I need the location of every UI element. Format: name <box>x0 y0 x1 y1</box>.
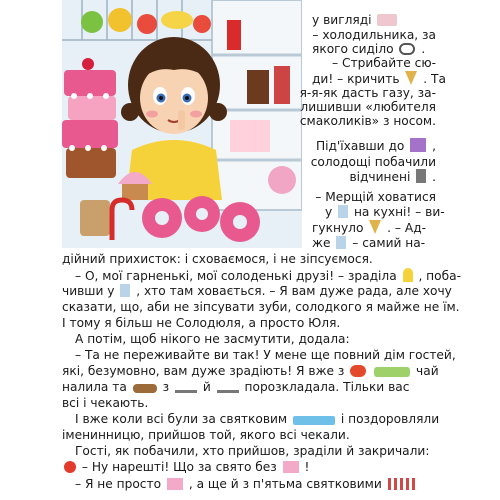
apple-icon <box>64 461 76 473</box>
text-line: солодощі побачили <box>310 155 436 169</box>
text-line: всі і чекають. <box>62 396 149 410</box>
text-line: Під'їхавши до , <box>315 139 436 153</box>
text-line: гукнуло . – Ад- <box>312 221 427 235</box>
text-line: які, безумовно, вам дуже зрадіють! Я вже з чай <box>62 364 439 378</box>
ice-cream-icon <box>369 220 381 234</box>
cup-icon <box>336 236 346 249</box>
text-line: – Стрибайте сю- <box>332 56 436 70</box>
text-line: – Я не просто , а ще й з п'ятьма святковими <box>75 477 420 491</box>
text-line: – Ну нарешті! Що за свято без ! <box>62 460 309 474</box>
candles-icon <box>388 478 418 490</box>
text-line: у вигляді <box>312 13 399 27</box>
illustration-girl-at-fridge <box>62 0 302 248</box>
text-line: А потім, щоб нікого не засмутити, додала: <box>75 332 350 346</box>
text-line: лишивши «любителя <box>300 100 436 114</box>
cup-icon <box>338 205 348 218</box>
text-line: – Мерщій ховатися <box>315 190 436 204</box>
text-line: відчинені . <box>349 170 436 184</box>
table-icon <box>293 416 335 425</box>
cake-icon <box>283 461 299 473</box>
fridge-icon <box>416 169 426 183</box>
text-line: Гості, як побачили, хто прийшов, зраділи й закричали: <box>75 444 430 458</box>
text-line: у на кухні! – ви- <box>325 205 445 219</box>
text-line: же – самий на- <box>312 236 426 250</box>
text-line: сказати, що, аби не зіпсувати зуби, солодкого я майже не їм. <box>62 300 460 314</box>
girl-icon <box>403 268 413 282</box>
text-line: чивши у , хто там ховається. – Я вам дуже рада, але хочу <box>62 284 452 298</box>
car-icon <box>377 14 397 26</box>
text-line: я-я-як дасть газу, за- <box>299 86 436 100</box>
illustration-svg <box>62 0 302 248</box>
fork-icon <box>175 390 197 393</box>
text-line: І вже коли всі були за святковим і поздоровляли <box>75 412 440 426</box>
text-line: налила та з й порозкладала. Тільки вас <box>62 380 410 394</box>
text-line: іменинницю, прийшов той, якого всі чекали. <box>62 428 350 442</box>
text-line: якого сиділо . <box>312 42 426 56</box>
text-line: смаколиків» з носом. <box>299 114 436 128</box>
text-line: дійний прихисток: і сховаємося, і не зіпсуємося. <box>62 252 373 266</box>
teapot-icon <box>350 365 366 377</box>
ice-cream-icon <box>405 71 417 85</box>
text-line: І тому я більш не Солодюля, а просто Юля. <box>62 316 341 330</box>
cups-icon <box>374 367 410 377</box>
text-line: – холодильника, за <box>312 28 436 42</box>
cake-icon <box>167 478 183 490</box>
text-line: ди! – кричить . Та <box>312 72 446 86</box>
cup-icon <box>120 284 130 297</box>
text-line: – Та не переживайте ви так! У мене ще повний дім гостей, <box>75 348 456 362</box>
plates-icon <box>133 384 157 393</box>
house-icon <box>410 138 426 152</box>
text-line: – О, мої гарненькі, мої солоденькі друзі! – зраділа , поба- <box>75 269 461 283</box>
spoon-icon <box>217 390 239 393</box>
pretzel-icon <box>399 43 415 55</box>
